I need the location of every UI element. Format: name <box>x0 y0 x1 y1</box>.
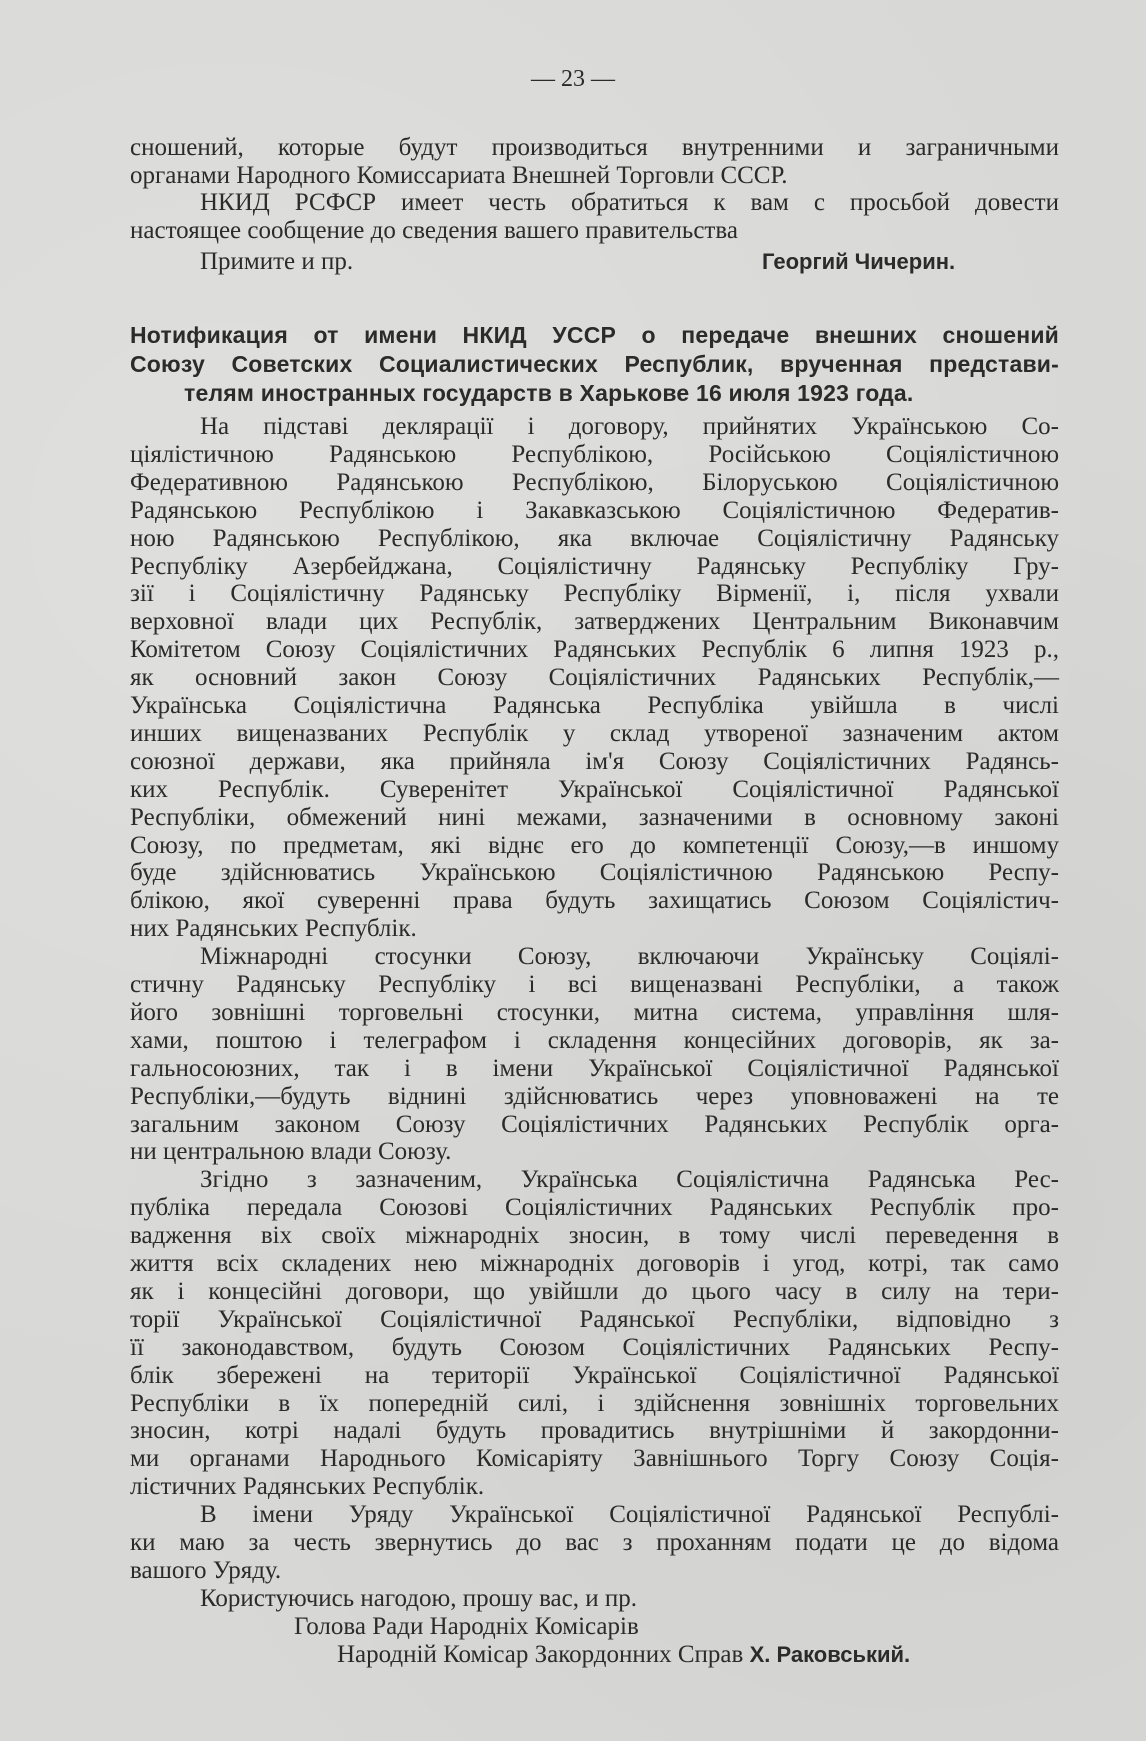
text-line: хами, поштою і телеграфом і складення концесійних договорів, як за- <box>130 1026 1059 1054</box>
text-line: ною Радянською Республікою, яка включае Соціялістичну Радянську <box>130 524 1059 552</box>
text-line: зносин, котрі надалі будуть провадитись внутрішніми й закордонни- <box>130 1417 1059 1445</box>
text-line: блікою, якої суверенні права будуть захищатись Союзом Соціялістич- <box>130 887 1059 915</box>
text-line: Федеративною Радянською Республікою, Білоруською Соціялістичною <box>130 468 1059 496</box>
closing-formula: Примите и пр. <box>200 248 354 275</box>
text-line: загальним законом Союзу Соціялістичних Радянських Республік орга- <box>130 1110 1059 1138</box>
text-line: Союзу, по предметам, які віднє его до компетенції Союзу,—в иншому <box>130 831 1059 859</box>
text-line: як і концесійні договори, що увійшли до цього часу в силу на тери- <box>130 1277 1059 1305</box>
signature-chicherin: Георгий Чичерин. <box>762 249 956 274</box>
text-line: торії Української Соціялістичної Радянської Республіки, відповідно з <box>130 1305 1059 1333</box>
text-line: лістичних Радянських Республік. <box>130 1473 485 1501</box>
text-line: сношений, которые будут производиться внутренними и заграничными <box>130 134 1059 161</box>
signatory-title-commissar: Народній Комісар Закордонних Справ <box>337 1641 744 1668</box>
text-line: ціялістичною Радянською Республікою, Російською Соціялістичною <box>130 440 1059 468</box>
heading-line: Нотификация от имени НКИД УССР о передаче внешних сношений <box>130 322 1059 348</box>
text-line: Республіки,—будуть віднині здійснюватись через уповноважені на те <box>130 1082 1059 1110</box>
text-line: ки маю за честь звернутись до вас з проханням подати це до відома <box>130 1529 1059 1556</box>
text-line: блік збережені на території Української Соціялістичної Радянської <box>130 1361 1059 1389</box>
text-line: Республіки, обмежений нині межами, зазначеними в основному законі <box>130 803 1059 831</box>
text-line: як основний закон Союзу Соціялістичних Радянських Республік,— <box>130 664 1059 692</box>
text-line: гальносоюзних, так і в імени Української Соціялістичної Радянської <box>130 1054 1059 1082</box>
text-line: ми органами Народнього Комісаріяту Завнішнього Торгу Союзу Соція- <box>130 1445 1059 1473</box>
text-line: органами Народного Комиссариата Внешней Торговли СССР. <box>130 161 788 189</box>
text-line: Радянською Республікою і Закавказською Соціялістичною Федератив- <box>130 496 1059 524</box>
text-line: вашого Уряду. <box>130 1556 282 1584</box>
signatory-name: Х. Раковський. <box>749 1642 911 1667</box>
text-line: настоящее сообщение до сведения вашего правительства <box>130 216 738 244</box>
text-line: буде здійснюватись Українською Соціялістичною Радянською Респу- <box>130 859 1059 887</box>
text-line: инших вищеназваних Республік у склад утвореної зазначеним актом <box>130 719 1059 747</box>
text-line: них Радянських Республік. <box>130 915 417 943</box>
text-line: стичну Радянську Республіку і всі вищеназвані Республіки, а також <box>130 971 1059 998</box>
heading-line: Союзу Советских Социалистических Республик, врученная представи- <box>130 351 1059 377</box>
text-line: зії і Соціялістичну Радянську Республіку Вірменії, і, після ухвали <box>130 580 1059 608</box>
text-line: Республіки в їх попередній силі, і здійснення зовнішніх торговельних <box>130 1389 1059 1417</box>
text-line: Згідно з зазначеним, Українська Соціялістична Радянська Рес- <box>200 1166 1059 1194</box>
text-line: його зовнішні торговельні стосунки, митна система, управління шля- <box>130 998 1059 1026</box>
text-line: Міжнародні стосунки Союзу, включаючи Українську Соціялі- <box>200 943 1059 971</box>
text-line: вадження віх своїх міжнародніх зносин, в тому числі переведення в <box>130 1222 1059 1250</box>
text-line: публіка передала Союзові Соціялістичних Радянських Республік про- <box>130 1194 1059 1222</box>
text-line: життя всіх складених нею міжнародніх договорів і угод, котрі, так само <box>130 1250 1059 1277</box>
text-line: верховної влади цих Республік, затверджених Центральним Виконавчим <box>130 608 1059 636</box>
heading-line: телям иностранных государств в Харькове 16 июля 1923 года. <box>184 380 914 406</box>
text-line: ких Республік. Суверенітет Української Соціялістичної Радянської <box>130 775 1059 803</box>
text-line: В імени Уряду Української Соціялістичної Радянської Республі- <box>200 1501 1059 1529</box>
signatory-title-chairman: Голова Ради Народніх Комісарів <box>294 1613 639 1640</box>
text-line: Республіку Азербейджана, Соціялістичну Радянську Республіку Гру- <box>130 552 1059 580</box>
text-line: ни центральною влади Союзу. <box>130 1138 452 1166</box>
closing-courtesy: Користуючись нагодою, прошу вас, и пр. <box>200 1585 638 1612</box>
page-number: — 23 — <box>531 66 615 92</box>
text-line: Українська Соціялістична Радянська Республіка увійшла в числі <box>130 692 1059 719</box>
text-line: її законодавством, будуть Союзом Соціялістичних Радянських Респу- <box>130 1333 1059 1361</box>
text-line: Комітетом Союзу Соціялістичних Радянських Республік 6 липня 1923 р., <box>130 636 1059 664</box>
text-line: НКИД РСФСР имеет честь обратиться к вам с просьбой довести <box>200 189 1059 216</box>
text-line: На підставі деклярації і договору, прийнятих Українською Со- <box>200 413 1059 440</box>
text-line: союзної держави, яка прийняла ім'я Союзу Соціялістичних Радянсь- <box>130 747 1059 775</box>
signatory-line <box>337 1641 910 1669</box>
